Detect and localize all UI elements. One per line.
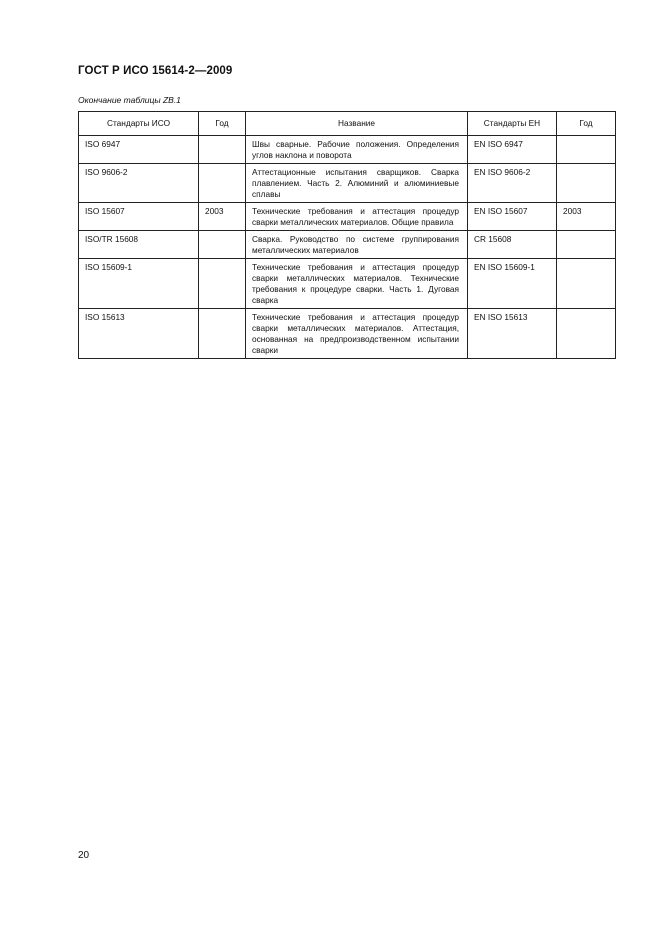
- en-standard-cell: EN ISO 6947: [468, 136, 557, 164]
- iso-standard-cell: ISO 9606-2: [79, 164, 199, 203]
- iso-standard-cell: ISO 15613: [79, 309, 199, 359]
- title-cell: Технические требования и аттестация процедур сварки металлических материалов. Аттестация, основанная на предпроизводственном испытании сварки: [246, 309, 468, 359]
- en-standard-cell: EN ISO 15607: [468, 203, 557, 231]
- title-cell: Технические требования и аттестация процедур сварки металлических материалов. Технические требования к процедуре сварки. Часть 1. Дуговая сварка: [246, 259, 468, 309]
- iso-year-cell: [199, 231, 246, 259]
- en-year-cell: [557, 136, 616, 164]
- column-header-title: Название: [246, 112, 468, 136]
- en-standard-cell: EN ISO 15609-1: [468, 259, 557, 309]
- en-standard-cell: CR 15608: [468, 231, 557, 259]
- iso-standard-cell: ISO 6947: [79, 136, 199, 164]
- title-cell: Швы сварные. Рабочие положения. Определения углов наклона и поворота: [246, 136, 468, 164]
- table-row: [79, 309, 616, 359]
- iso-standard-cell: ISO 15609-1: [79, 259, 199, 309]
- table-row: [79, 136, 616, 164]
- column-header-iso-year: Год: [199, 112, 246, 136]
- table-caption: Окончание таблицы ZB.1: [78, 95, 181, 105]
- document-header: ГОСТ Р ИСО 15614-2—2009: [78, 65, 233, 77]
- en-year-cell: [557, 231, 616, 259]
- table-header-row: [79, 112, 616, 136]
- en-year-cell: [557, 309, 616, 359]
- page-number: 20: [78, 850, 90, 861]
- table-row: [79, 231, 616, 259]
- table-row: [79, 203, 616, 231]
- table-row: [79, 164, 616, 203]
- en-year-cell: [557, 259, 616, 309]
- title-cell: Технические требования и аттестация процедур сварки металлических материалов. Общие правила: [246, 203, 468, 231]
- en-year-cell: 2003: [557, 203, 616, 231]
- iso-year-cell: [199, 259, 246, 309]
- en-standard-cell: EN ISO 9606-2: [468, 164, 557, 203]
- standards-table: [78, 111, 616, 359]
- iso-year-cell: [199, 136, 246, 164]
- iso-standard-cell: ISO/TR 15608: [79, 231, 199, 259]
- column-header-iso-standards: Стандарты ИСО: [79, 112, 199, 136]
- title-cell: Сварка. Руководство по системе группирования металлических материалов: [246, 231, 468, 259]
- title-cell: Аттестационные испытания сварщиков. Сварка плавлением. Часть 2. Алюминий и алюминиевые сплавы: [246, 164, 468, 203]
- column-header-en-standards: Стандарты ЕН: [468, 112, 557, 136]
- iso-year-cell: [199, 309, 246, 359]
- en-year-cell: [557, 164, 616, 203]
- iso-standard-cell: ISO 15607: [79, 203, 199, 231]
- iso-year-cell: [199, 164, 246, 203]
- table-row: [79, 259, 616, 309]
- iso-year-cell: 2003: [199, 203, 246, 231]
- column-header-en-year: Год: [557, 112, 616, 136]
- en-standard-cell: EN ISO 15613: [468, 309, 557, 359]
